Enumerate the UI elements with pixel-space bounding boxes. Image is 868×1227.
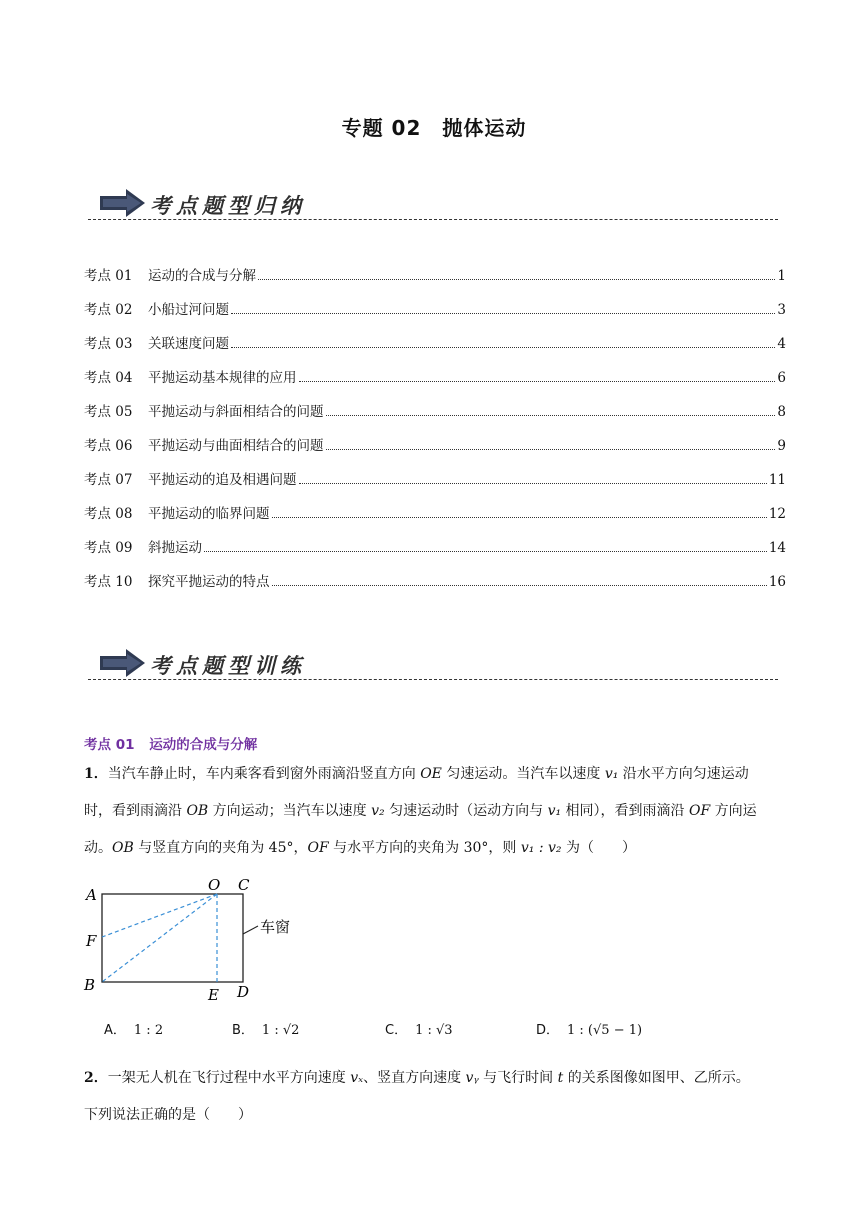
option-d[interactable]: D． 1 : (√5 − 1) <box>536 1023 643 1038</box>
toc-leader-dots <box>326 449 776 450</box>
question-1-options <box>104 1015 744 1045</box>
toc-entry[interactable] <box>84 298 786 332</box>
toc-entry-title: 探究平抛运动的特点 <box>148 574 270 590</box>
option-b[interactable]: B． 1 : √2 <box>232 1023 300 1038</box>
toc-entry-number: 考点 10 <box>84 574 133 590</box>
toc-entry[interactable] <box>84 468 786 502</box>
toc-entry-page: 6 <box>777 370 786 386</box>
training-banner <box>88 646 778 690</box>
arrow-icon <box>100 648 146 678</box>
toc-entry-title: 平抛运动基本规律的应用 <box>148 370 297 386</box>
question-2-line-1: 2．一架无人机在飞行过程中水平方向速度 vₓ、竖直方向速度 vᵧ 与飞行时间 t 的关系图像如图甲、乙所示。 <box>84 1070 750 1086</box>
toc-entry-page: 14 <box>768 540 786 556</box>
toc-entry[interactable] <box>84 570 786 604</box>
table-of-contents <box>84 264 786 604</box>
question-number: 2． <box>84 1070 108 1086</box>
banner-rule <box>88 219 778 220</box>
toc-entry-number: 考点 06 <box>84 438 133 454</box>
training-banner-title: 考点题型训练 <box>150 654 306 678</box>
toc-entry-title: 关联速度问题 <box>148 336 229 352</box>
toc-entry-title: 小船过河问题 <box>148 302 229 318</box>
toc-entry-number: 考点 03 <box>84 336 133 352</box>
section-heading <box>84 733 267 753</box>
line-OB <box>102 894 217 982</box>
toc-leader-dots <box>272 585 767 586</box>
question-1 <box>84 756 790 867</box>
toc-leader-dots <box>299 381 776 382</box>
summary-banner-title: 考点题型归纳 <box>150 194 306 218</box>
question-1-line-1: 1．当汽车静止时，车内乘客看到窗外雨滴沿竖直方向 OE 匀速运动。当汽车以速度 v₁ 沿水平方向匀速运动 <box>84 766 749 782</box>
summary-banner <box>88 186 778 230</box>
toc-leader-dots <box>326 415 776 416</box>
toc-entry-page: 11 <box>768 472 786 488</box>
toc-entry-title: 平抛运动与斜面相结合的问题 <box>148 404 324 420</box>
toc-leader-dots <box>299 483 767 484</box>
question-2-line-2: 下列说法正确的是（ ） <box>84 1107 252 1123</box>
toc-entry-title: 运动的合成与分解 <box>148 268 256 284</box>
label-D: D <box>237 983 250 1001</box>
question-1-line-2: 时，看到雨滴沿 OB 方向运动；当汽车以速度 v₂ 匀速运动时（运动方向与 v₁ 相同），看到雨滴沿 OF 方向运 <box>84 803 757 819</box>
section-number: 考点 01 <box>84 737 135 753</box>
line-OF <box>102 894 217 937</box>
section-title: 运动的合成与分解 <box>149 737 258 753</box>
toc-entry-page: 9 <box>777 438 786 454</box>
question-number: 1． <box>84 766 108 782</box>
toc-entry-page: 12 <box>768 506 786 522</box>
toc-entry-title: 平抛运动与曲面相结合的问题 <box>148 438 324 454</box>
toc-entry-title: 平抛运动的临界问题 <box>148 506 270 522</box>
arrow-icon <box>100 188 146 218</box>
toc-leader-dots <box>231 347 775 348</box>
toc-entry-number: 考点 02 <box>84 302 133 318</box>
toc-leader-dots <box>204 551 767 552</box>
toc-entry[interactable] <box>84 502 786 536</box>
label-C: C <box>238 876 250 894</box>
toc-leader-dots <box>231 313 775 314</box>
toc-entry-page: 16 <box>768 574 786 590</box>
label-E: E <box>208 986 219 1004</box>
document-title: 专题 02 抛体运动 <box>341 116 527 140</box>
toc-entry-number: 考点 05 <box>84 404 133 420</box>
toc-entry-page: 8 <box>777 404 786 420</box>
question-2 <box>84 1060 790 1134</box>
toc-entry[interactable] <box>84 366 786 400</box>
label-O: O <box>208 876 221 894</box>
label-B: B <box>84 976 96 994</box>
banner-rule <box>88 679 778 680</box>
toc-entry[interactable] <box>84 434 786 468</box>
toc-entry-title: 斜抛运动 <box>148 540 202 556</box>
option-a[interactable]: A． 1 : 2 <box>104 1023 164 1038</box>
toc-entry[interactable] <box>84 332 786 366</box>
car-window-figure <box>80 872 320 1008</box>
window-rectangle <box>102 894 243 982</box>
toc-entry-number: 考点 07 <box>84 472 133 488</box>
label-F: F <box>86 932 97 950</box>
toc-entry-number: 考点 09 <box>84 540 133 556</box>
toc-entry-page: 1 <box>777 268 786 284</box>
question-1-line-3: 动。OB 与竖直方向的夹角为 45°，OF 与水平方向的夹角为 30°，则 v₁ : v₂ 为（ ） <box>84 840 636 856</box>
window-pointer <box>243 926 258 934</box>
toc-entry-page: 3 <box>777 302 786 318</box>
option-c[interactable]: C． 1 : √3 <box>385 1023 453 1038</box>
toc-leader-dots <box>272 517 767 518</box>
toc-entry[interactable] <box>84 264 786 298</box>
label-A: A <box>86 886 97 904</box>
toc-entry[interactable] <box>84 400 786 434</box>
toc-entry-number: 考点 01 <box>84 268 133 284</box>
toc-entry-page: 4 <box>777 336 786 352</box>
window-label: 车窗 <box>260 918 291 936</box>
toc-entry-number: 考点 08 <box>84 506 133 522</box>
toc-leader-dots <box>258 279 775 280</box>
toc-entry-number: 考点 04 <box>84 370 133 386</box>
toc-entry[interactable] <box>84 536 786 570</box>
toc-entry-title: 平抛运动的追及相遇问题 <box>148 472 297 488</box>
